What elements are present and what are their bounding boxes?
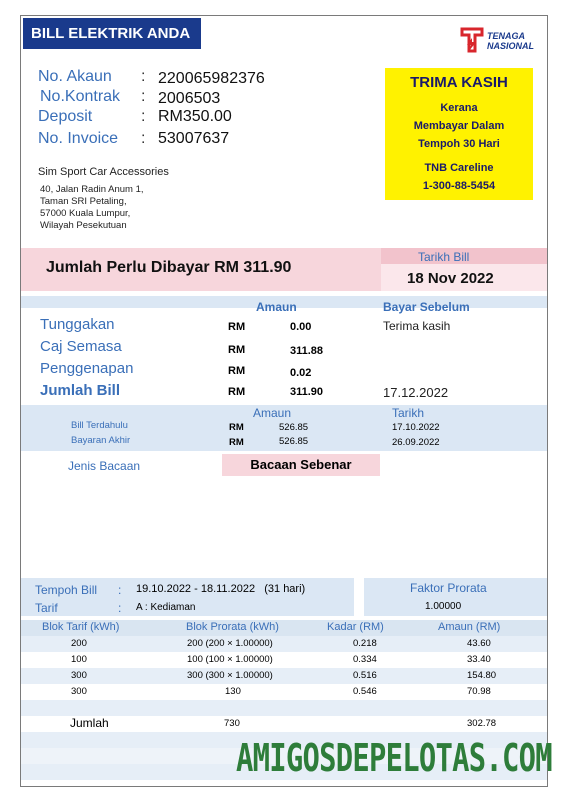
tariff-value: A : Kediaman [136, 602, 196, 613]
tariff-label: Tarif [35, 601, 58, 615]
careline-number: 1-300-88-5454 [422, 180, 496, 192]
previous-bill-value: 526.85 [279, 422, 309, 433]
table-row: 300 300 (300 × 1.00000) 0.516 154.80 [21, 668, 547, 684]
table-row: 200 200 (200 × 1.00000) 0.218 43.60 [21, 636, 547, 652]
logo-line-1: TENAGA [487, 31, 525, 41]
total-row [21, 716, 547, 732]
contract-colon: : [141, 88, 146, 105]
bill-period-value: 19.10.2022 - 18.11.2022 (31 hari) [136, 583, 306, 595]
bill-date-value: 18 Nov 2022 [407, 270, 494, 287]
last-payment-currency: RM [229, 437, 244, 448]
invoice-number-label: No. Invoice [38, 130, 119, 147]
arrears-currency: RM [228, 321, 246, 333]
last-payment-value: 526.85 [279, 436, 309, 447]
contract-number-value: 2006503 [158, 90, 221, 107]
tariff-colon: : [118, 601, 122, 615]
previous-bill-currency: RM [229, 422, 244, 433]
current-charge-label: Caj Semasa [40, 338, 122, 355]
col-tariff-block: Blok Tarif (kWh) [42, 621, 120, 633]
account-number-value: 220065982376 [158, 70, 265, 87]
col-rate: Kadar (RM) [327, 621, 384, 633]
total-kwh: 730 [224, 718, 240, 729]
address-line-1: 40, Jalan Radin Anum 1, [40, 184, 144, 195]
customer-address [40, 184, 144, 232]
rounding-currency: RM [228, 365, 246, 377]
reading-type-value: Bacaan Sebenar [222, 454, 380, 476]
last-payment-date: 26.09.2022 [392, 437, 440, 448]
invoice-colon: : [141, 130, 146, 147]
address-line-4: Wilayah Pesekutuan [40, 220, 127, 231]
careline-label: TNB Careline [424, 162, 494, 174]
thank-you-line-2: Membayar Dalam [413, 120, 505, 132]
pay-before-header: Bayar Sebelum [383, 300, 470, 314]
logo-line-2: NASIONAL [487, 41, 534, 51]
address-line-3: 57000 Kuala Lumpur, [40, 208, 131, 219]
total-label: Jumlah [70, 716, 109, 730]
pay-before-value: Terima kasih [383, 319, 451, 333]
previous-bill-date: 17.10.2022 [392, 422, 440, 433]
arrears-value: 0.00 [290, 321, 312, 333]
prorate-factor-label: Faktor Prorata [410, 581, 487, 595]
bill-date-label: Tarikh Bill [418, 250, 470, 264]
account-number-label: No. Akaun [38, 68, 112, 85]
total-bill-currency: RM [228, 386, 246, 398]
total-amount: 302.78 [467, 718, 497, 729]
invoice-number-value: 53007637 [158, 130, 230, 147]
bill-title: BILL ELEKTRIK ANDA [23, 18, 201, 49]
watermark-text: AMIGOSDEPELOTAS.COM [236, 736, 552, 780]
thank-you-title: TRIMA KASIH [410, 74, 508, 91]
total-bill-label: Jumlah Bill [40, 382, 121, 399]
history-amount-header: Amaun [253, 406, 292, 420]
col-amount: Amaun (RM) [438, 621, 501, 633]
table-row: 300 130 0.546 70.98 [71, 686, 491, 697]
table-row: 100 100 (100 × 1.00000) 0.334 33.40 [71, 654, 491, 665]
deposit-colon: : [141, 108, 146, 125]
previous-bill-label: Bill Terdahulu [71, 420, 128, 431]
last-payment-label: Bayaran Akhir [71, 435, 131, 446]
thank-you-box [385, 68, 533, 200]
amount-due-label: Jumlah Perlu Dibayar RM 311.90 [46, 259, 292, 276]
current-charge-currency: RM [228, 344, 246, 356]
history-date-header: Tarikh [392, 406, 425, 420]
tnb-logo [459, 26, 541, 54]
current-charge-value: 311.88 [290, 345, 324, 357]
rounding-label: Penggenapan [40, 360, 134, 377]
reading-type-label: Jenis Bacaan [68, 459, 141, 473]
col-prorate-block: Blok Prorata (kWh) [186, 621, 279, 633]
contract-number-label: No.Kontrak [40, 88, 121, 105]
rounding-value: 0.02 [290, 367, 312, 379]
arrears-label: Tunggakan [40, 316, 115, 333]
account-colon: : [141, 68, 146, 85]
deposit-value: RM350.00 [158, 108, 232, 125]
prorate-factor-value: 1.00000 [425, 601, 462, 612]
tnb-logo-icon [459, 26, 485, 54]
address-line-2: Taman SRI Petaling, [40, 196, 127, 207]
deposit-label: Deposit [38, 108, 93, 125]
customer-name: Sim Sport Car Accessories [38, 166, 169, 178]
thank-you-line-3: Tempoh 30 Hari [418, 138, 500, 150]
total-bill-value: 311.90 [290, 386, 324, 398]
bill-period-label: Tempoh Bill [35, 583, 98, 597]
summary-amount-header: Amaun [256, 300, 297, 314]
bill-page [20, 15, 548, 787]
thank-you-line-1: Kerana [440, 102, 478, 114]
due-date-value: 17.12.2022 [383, 385, 449, 400]
bill-period-colon: : [118, 583, 122, 597]
